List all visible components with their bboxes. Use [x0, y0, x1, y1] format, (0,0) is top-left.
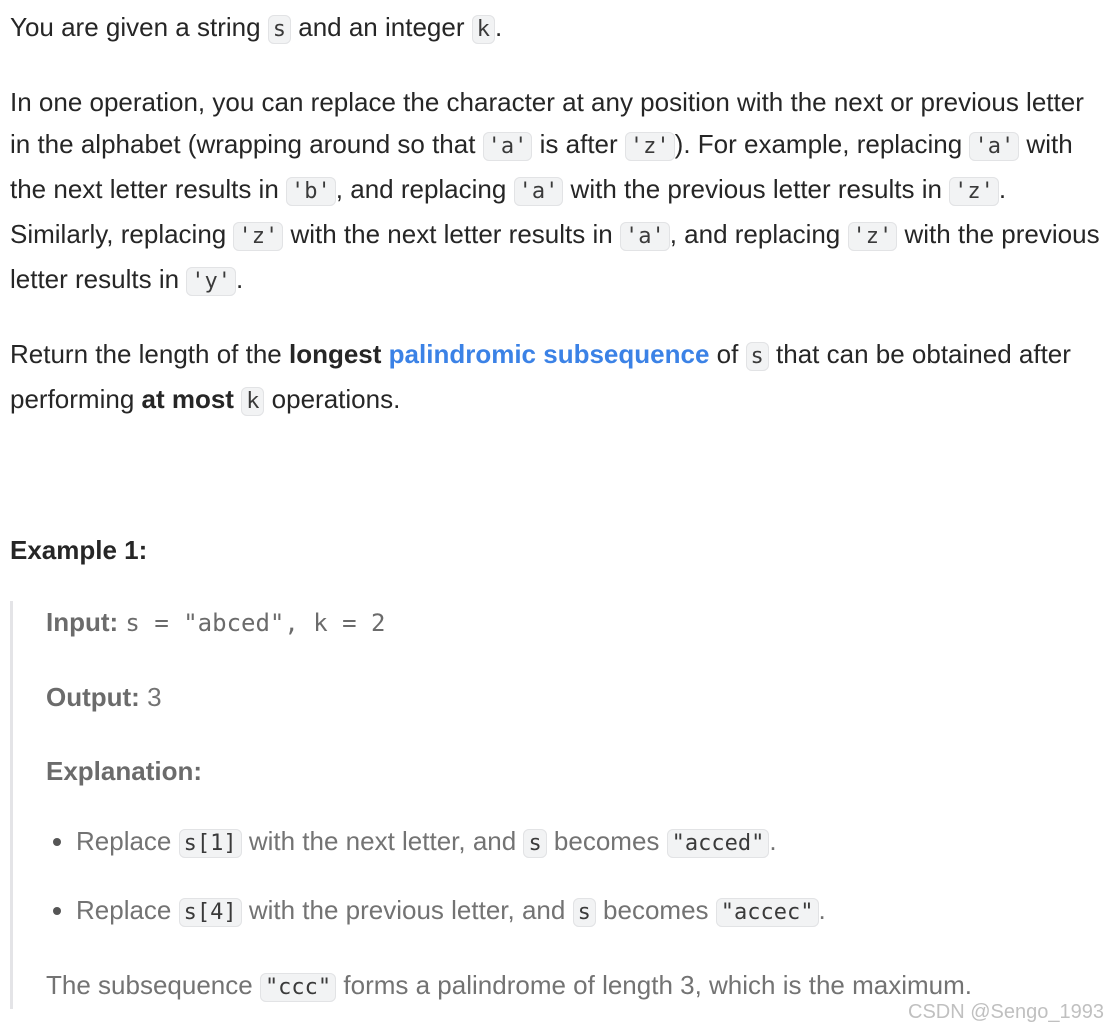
inline-code: "ccc" [260, 973, 336, 1002]
inline-code: 'a' [514, 177, 564, 206]
inline-code: 'a' [483, 132, 533, 161]
example-conclusion: The subsequence "ccc" forms a palindrome of length 3, which is the maximum. [46, 970, 972, 1000]
palindromic-subsequence-link[interactable]: palindromic subsequence [388, 339, 710, 369]
example-block [10, 601, 1060, 1009]
inline-code: k [241, 387, 264, 416]
list-item: • Replace s[1] with the next letter, and s becomes "acced" . [76, 820, 1060, 865]
inline-code: 'y' [186, 267, 236, 296]
inline-code: "acced" [667, 829, 770, 858]
inline-code: s[4] [179, 898, 242, 927]
inline-code: 'z' [625, 132, 675, 161]
inline-code: 'b' [286, 177, 336, 206]
inline-code: s [573, 898, 596, 927]
inline-code: s [268, 15, 291, 44]
example-input: Input: s = "abced", k = 2 [46, 607, 386, 637]
inline-code: 'z' [949, 177, 999, 206]
watermark: CSDN @Sengo_1993 [908, 1001, 1104, 1023]
task-paragraph: Return the length of the longest palindromic subsequence of s that can be obtained after performing at most k operations. [10, 339, 1071, 414]
inline-code: "accec" [716, 898, 819, 927]
inline-code: 'a' [620, 222, 670, 251]
example-explanation-label: Explanation: [46, 756, 203, 786]
inline-code: 'z' [233, 222, 283, 251]
intro-paragraph: You are given a string s and an integer k . [10, 12, 503, 42]
explanation-list [46, 820, 1060, 934]
list-item: • Replace s[4] with the previous letter, and s becomes "accec" . [76, 889, 1060, 934]
inline-code: s[1] [179, 829, 242, 858]
inline-code: 'a' [969, 132, 1019, 161]
inline-code: s [746, 342, 769, 371]
inline-code: s [523, 829, 546, 858]
emphasis-longest: longest [288, 339, 382, 369]
emphasis-at-most: at most [141, 384, 234, 414]
inline-code: 'z' [848, 222, 898, 251]
example-title: Example 1: [10, 535, 148, 565]
inline-code: k [472, 15, 495, 44]
problem-description [10, 6, 1100, 1009]
operation-paragraph: In one operation, you can replace the character at any position with the next or previous letter in the alphabet (wrapping around so that 'a' is after 'z' ). For example, replacing 'a' with the next letter results in 'b' , and replacing 'a' with the previous letter results in 'z' . Similarly, replacing 'z' with the next letter results in 'a' , and replacing 'z' with the previous letter results in 'y' . [10, 87, 1100, 294]
example-output: Output: 3 [46, 682, 162, 712]
